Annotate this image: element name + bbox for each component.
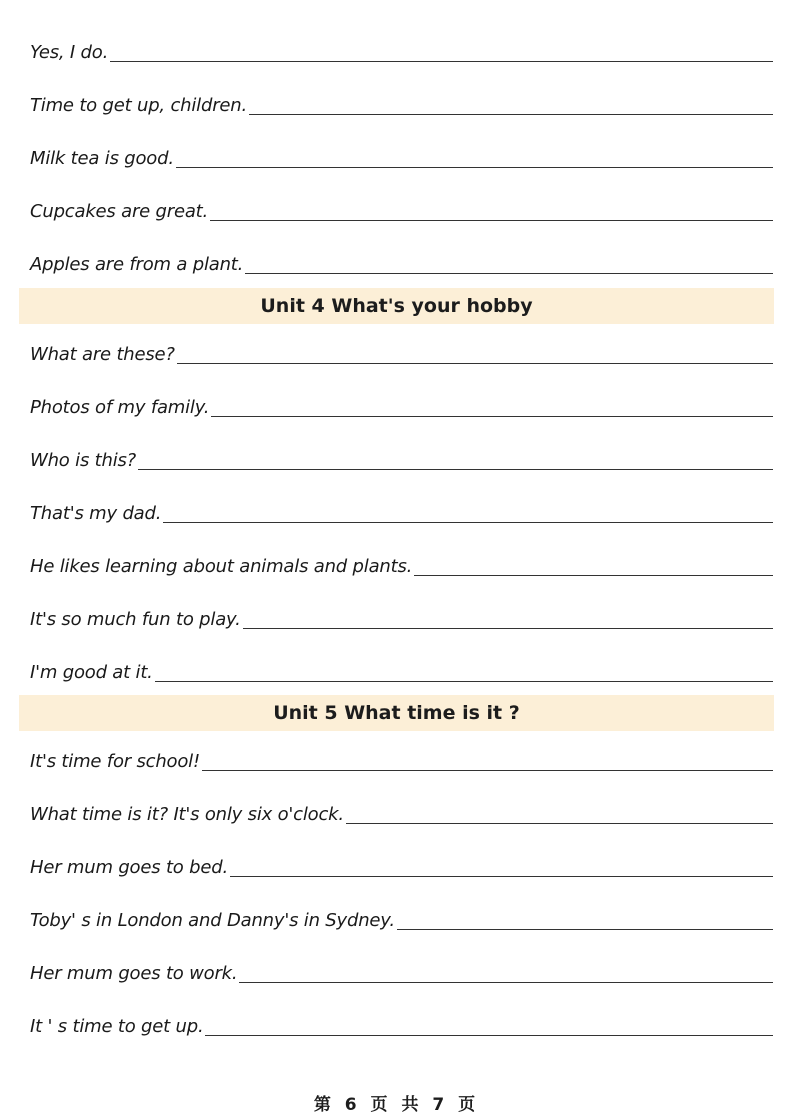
- answer-blank[interactable]: [245, 251, 773, 274]
- answer-blank[interactable]: [163, 500, 773, 523]
- answer-blank[interactable]: [176, 145, 773, 168]
- exercise-line: [30, 144, 773, 170]
- exercise-prompt: Toby' s in London and Danny's in Sydney.: [30, 910, 395, 931]
- unit5-title: Unit 5 What time is it ?: [273, 702, 520, 724]
- exercise-line: [30, 959, 773, 985]
- exercise-prompt: What time is it? It's only six o'clock.: [30, 804, 344, 825]
- exercise-prompt: I'm good at it.: [30, 662, 153, 683]
- exercise-line: [30, 91, 773, 117]
- exercise-prompt: Her mum goes to work.: [30, 963, 238, 984]
- answer-blank[interactable]: [155, 659, 773, 682]
- exercise-line: [30, 800, 773, 826]
- answer-blank[interactable]: [138, 447, 773, 470]
- exercise-line: [30, 906, 773, 932]
- page-number-footer: 第 6 页 共 7 页: [313, 1095, 480, 1115]
- answer-blank[interactable]: [230, 854, 773, 877]
- exercise-prompt: Photos of my family.: [30, 397, 210, 418]
- unit4-title: Unit 4 What's your hobby: [260, 295, 533, 317]
- exercise-prompt: It ' s time to get up.: [30, 1016, 204, 1037]
- exercise-prompt: Yes, I do.: [30, 42, 109, 63]
- unit5-banner: [19, 695, 774, 731]
- answer-blank[interactable]: [211, 394, 773, 417]
- exercise-line: [30, 197, 773, 223]
- exercise-line: [30, 250, 773, 276]
- answer-blank[interactable]: [243, 606, 773, 629]
- exercise-line: [30, 552, 773, 578]
- exercise-line: [30, 393, 773, 419]
- answer-blank[interactable]: [205, 1013, 773, 1036]
- exercise-prompt: Time to get up, children.: [30, 95, 248, 116]
- exercise-line: [30, 499, 773, 525]
- exercise-line: [30, 340, 773, 366]
- exercise-prompt: Cupcakes are great.: [30, 201, 209, 222]
- exercise-prompt: Apples are from a plant.: [30, 254, 244, 275]
- exercise-prompt: What are these?: [30, 344, 175, 365]
- answer-blank[interactable]: [346, 801, 773, 824]
- answer-blank[interactable]: [249, 92, 773, 115]
- exercise-line: [30, 853, 773, 879]
- answer-blank[interactable]: [414, 553, 773, 576]
- answer-blank[interactable]: [202, 748, 773, 771]
- exercise-line: [30, 747, 773, 773]
- exercise-prompt: Who is this?: [30, 450, 137, 471]
- exercise-line: [30, 446, 773, 472]
- answer-blank[interactable]: [397, 907, 773, 930]
- exercise-line: [30, 38, 773, 64]
- answer-blank[interactable]: [239, 960, 773, 983]
- answer-blank[interactable]: [210, 198, 773, 221]
- exercise-line: [30, 1012, 773, 1038]
- exercise-prompt: Milk tea is good.: [30, 148, 174, 169]
- exercise-prompt: It's time for school!: [30, 751, 200, 772]
- exercise-line: [30, 605, 773, 631]
- answer-blank[interactable]: [177, 341, 773, 364]
- unit4-banner: [19, 288, 774, 324]
- exercise-prompt: Her mum goes to bed.: [30, 857, 228, 878]
- exercise-line: [30, 658, 773, 684]
- exercise-prompt: It's so much fun to play.: [30, 609, 241, 630]
- exercise-prompt: That's my dad.: [30, 503, 162, 524]
- exercise-prompt: He likes learning about animals and plants.: [30, 556, 413, 577]
- answer-blank[interactable]: [110, 39, 773, 62]
